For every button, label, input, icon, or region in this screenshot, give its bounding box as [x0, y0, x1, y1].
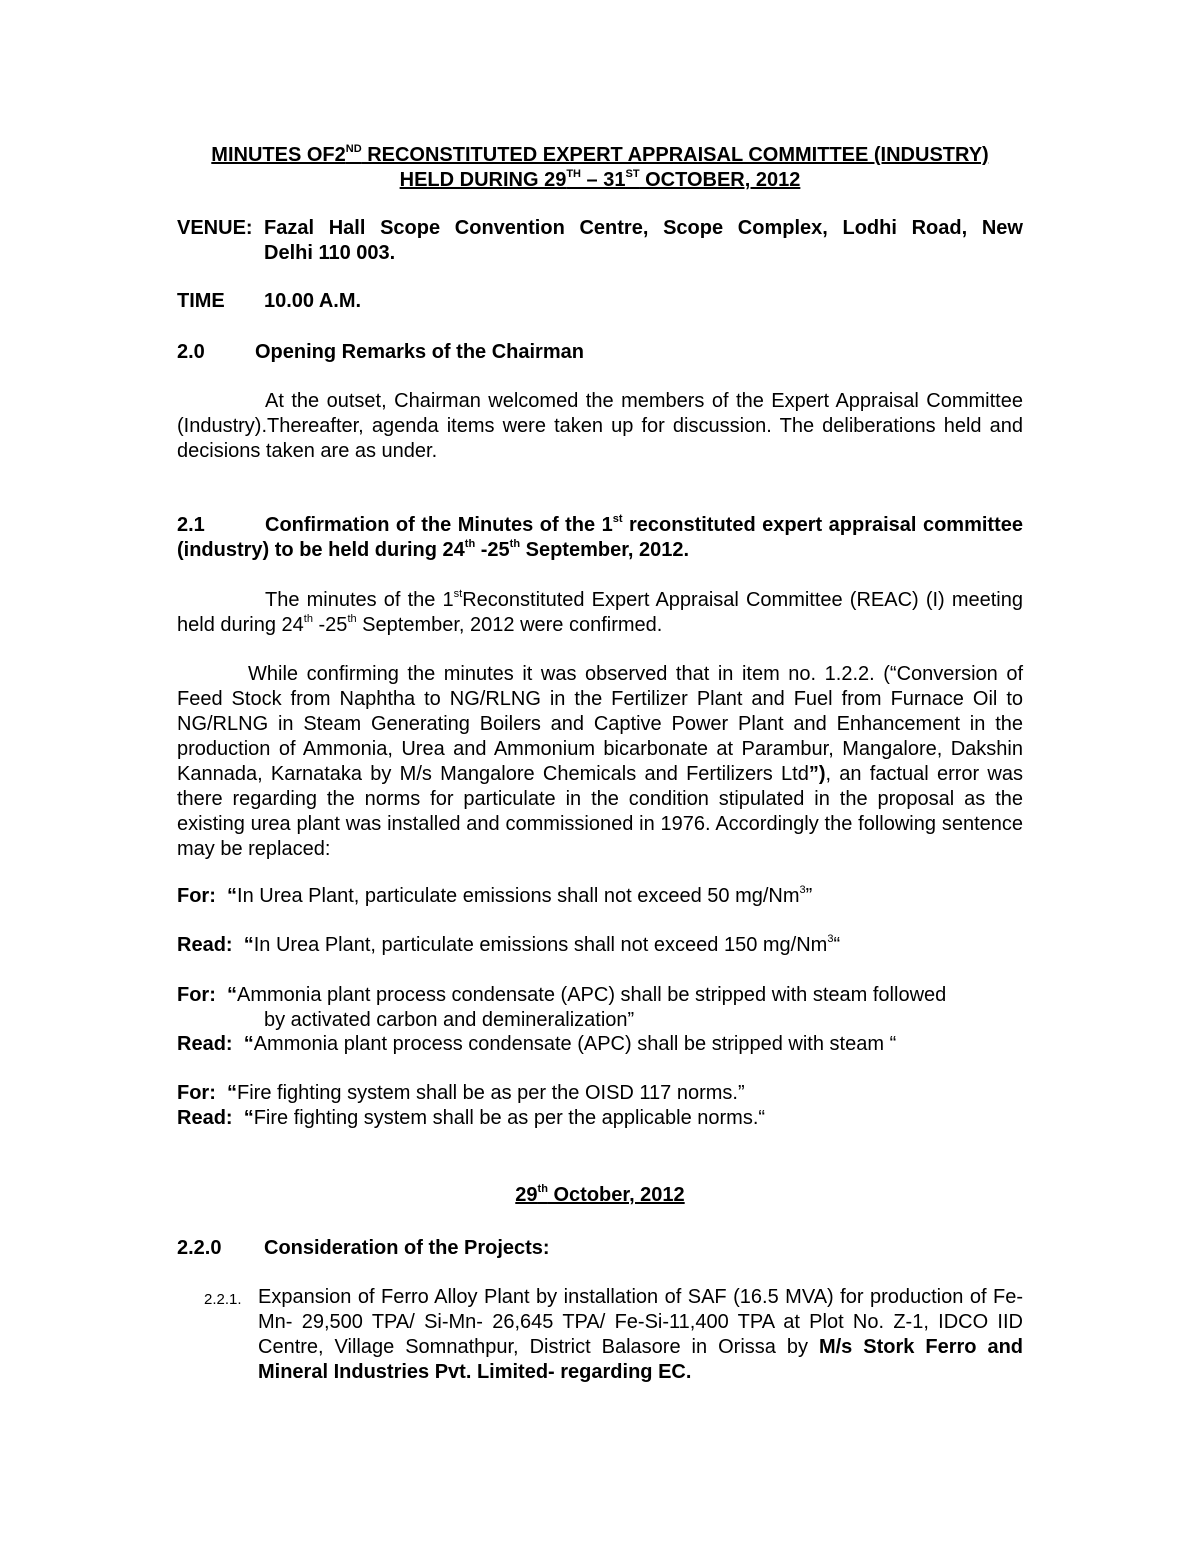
item-2-2-1-text: Expansion of Ferro Alloy Plant by installation of SAF (16.5 MVA) for production of Fe-Mn- 29,500 TPA/ Si-Mn- 26,645 TPA/ Fe-Si-11,400 TPA at Plot No. Z-1, IDCO IID Centre, Village Somnathpur, District Balasore in Orissa by M/s Stork Ferro and Mineral Industries Pvt. Limited- regarding EC. — [258, 1286, 1024, 1383]
section-2-0-heading: Opening Remarks of the Chairman — [255, 341, 584, 363]
time-value: 10.00 A.M. — [264, 290, 362, 312]
correction-1-read: Read: “In Urea Plant, particulate emissions shall not exceed 150 mg/Nm$^3$“ — [177, 933, 841, 956]
date-heading: 29th October, 2012 — [515, 1183, 685, 1206]
title-line-2: HELD DURING 29TH – 31ST OCTOBER, 2012 — [399, 168, 801, 191]
correction-3-read: Read: “Fire fighting system shall be as per the applicable norms.“ — [177, 1107, 766, 1129]
correction-2-for-continued: by activated carbon and demineralization” — [264, 1009, 635, 1031]
section-2-1-heading: 2.1 Confirmation of the Minutes of the 1st reconstituted expert appraisal committee (industry) to be held during 24th -25th September, 2012. — [177, 513, 1023, 561]
section-2-1-paragraph-2: While confirming the minutes it was observed that in item no. 1.2.2. (“Conversion of Feed Stock from Naphtha to NG/RLNG in the Fertilizer Plant and Fuel from Furnace Oil to NG/RLNG in Steam Generating Boilers and Captive Power Plant and Enhancement in the production of Ammonia, Urea and Ammonium bicarbonate at Parambur, Mangalore, Dakshin Kannada, Karnataka by M/s Mangalore Chemicals and Fertilizers Ltd”), an factual error was there regarding the norms for particulate in the condition stipulated in the proposal as the existing urea plant was installed and commissioned in 1976. Accordingly the following sentence may be replaced: — [177, 663, 1024, 860]
item-2-2-1-number: 2.2.1. — [204, 1291, 242, 1308]
correction-1-for: For: “In Urea Plant, particulate emissions shall not exceed 50 mg/Nm$^3$” — [177, 884, 813, 907]
section-2-0-number: 2.0 — [177, 341, 205, 363]
correction-2-read: Read: “Ammonia plant process condensate (APC) shall be stripped with steam “ — [177, 1033, 897, 1055]
correction-3-for: For: “Fire fighting system shall be as per the OISD 117 norms.” — [177, 1082, 745, 1104]
section-2-1-paragraph-1: The minutes of the 1stReconstituted Expert Appraisal Committee (REAC) (I) meeting held during 24th -25th September, 2012 were confirmed. — [177, 588, 1023, 636]
venue-text-line-1: Fazal Hall Scope Convention Centre, Scope Complex, Lodhi Road, New — [264, 217, 1023, 239]
time-label: TIME — [177, 290, 225, 312]
document-title — [160, 143, 1040, 193]
title-line-1: MINUTES OF2ND RECONSTITUTED EXPERT APPRAISAL COMMITTEE (INDUSTRY) — [211, 143, 989, 166]
correction-2-for: For: “Ammonia plant process condensate (APC) shall be stripped with steam followed — [177, 984, 947, 1006]
venue-label: VENUE: — [177, 217, 253, 239]
section-2-2-0-heading: Consideration of the Projects: — [264, 1237, 550, 1259]
section-2-0-paragraph: At the outset, Chairman welcomed the members of the Expert Appraisal Committee (Industry).Thereafter, agenda items were taken up for discussion. The deliberations held and decisions taken are as under. — [177, 390, 1023, 462]
section-2-1-number: 2.1 — [177, 514, 205, 536]
section-2-2-0-number: 2.2.0 — [177, 1237, 222, 1259]
venue-text-line-2: Delhi 110 003. — [264, 242, 396, 264]
